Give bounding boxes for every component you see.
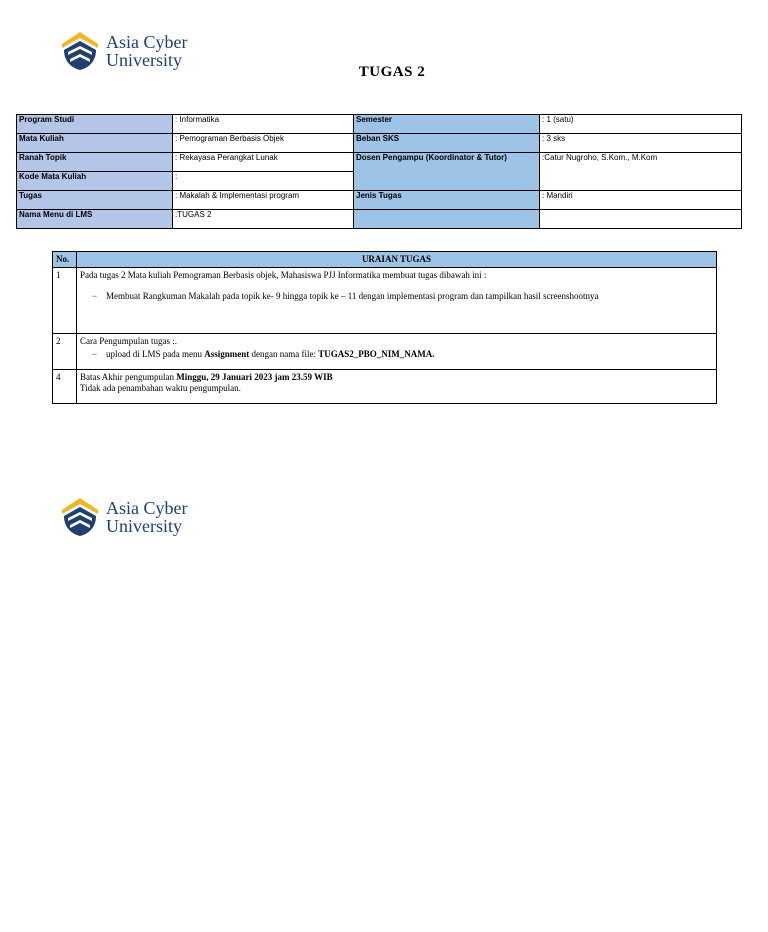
label-kode-mata-kuliah: Kode Mata Kuliah	[17, 172, 173, 191]
label-jenis-tugas: Jenis Tugas	[354, 191, 540, 210]
value-kode-mata-kuliah: :	[173, 172, 354, 191]
list-item	[80, 291, 713, 302]
task-no: 1	[53, 268, 77, 334]
logo-line-2: University	[106, 516, 182, 536]
value-program-studi: : Informatika	[173, 115, 354, 134]
logo-line-2: University	[106, 50, 182, 70]
task-text: Pada tugas 2 Mata kuliah Pemograman Berbasis objek, Mahasiswa PJJ Informatika membuat tugas dibawah ini :	[80, 270, 487, 280]
asia-cyber-shield-icon	[60, 496, 100, 538]
label-ranah-topik: Ranah Topik	[17, 153, 173, 172]
value-nama-menu-lms: :TUGAS 2	[173, 210, 354, 229]
value-dosen-pengampu: :Catur Nugroho, S.Kom., M.Kom	[540, 153, 742, 191]
task-text-2: Tidak ada penambahan waktu pengumpulan.	[80, 383, 241, 393]
table-header-row	[53, 252, 717, 268]
bullet-bold-filename: TUGAS2_PBO_NIM_NAMA.	[318, 349, 435, 359]
bullet-text-mid: dengan nama file:	[249, 349, 319, 359]
value-ranah-topik: : Rekayasa Perangkat Lunak	[173, 153, 354, 172]
table-row	[53, 268, 717, 334]
list-item	[80, 349, 713, 360]
value-mata-kuliah: : Pemograman Berbasis Objek	[173, 134, 354, 153]
value-empty	[540, 210, 742, 229]
university-logo-footer	[60, 496, 187, 538]
label-semester: Semester	[354, 115, 540, 134]
bullet-text	[106, 349, 435, 360]
label-nama-menu-lms: Nama Menu di LMS	[17, 210, 173, 229]
task-desc	[77, 268, 717, 334]
course-info-table	[16, 114, 742, 229]
deadline-bold: Minggu, 29 Januari 2023 jam 23.59 WIB	[176, 372, 333, 382]
table-row	[17, 153, 742, 172]
label-beban-sks: Beban SKS	[354, 134, 540, 153]
header-uraian-tugas: URAIAN TUGAS	[77, 252, 717, 268]
label-program-studi: Program Studi	[17, 115, 173, 134]
dash-bullet-icon: −	[92, 349, 98, 359]
label-tugas: Tugas	[17, 191, 173, 210]
bullet-bold-assignment: Assignment	[204, 349, 250, 359]
table-row	[17, 134, 742, 153]
task-desc	[77, 334, 717, 370]
value-jenis-tugas: : Mandiri	[540, 191, 742, 210]
table-row	[17, 115, 742, 134]
page-title: TUGAS 2	[358, 64, 426, 80]
dash-bullet-icon: −	[92, 291, 98, 301]
bullet-text: Membuat Rangkuman Makalah pada topik ke- 9 hingga topik ke – 11 dengan implementasi program dan tampilkan hasil screenshootnya	[106, 291, 599, 301]
task-no: 4	[53, 370, 77, 404]
value-tugas: : Makalah & Implementasi program	[173, 191, 354, 210]
task-text	[80, 372, 713, 383]
deadline-text-pre: Batas Akhir pengumpulan	[80, 372, 177, 382]
header-no: No.	[53, 252, 77, 268]
logo-line-1: Asia Cyber	[106, 32, 188, 52]
label-mata-kuliah: Mata Kuliah	[17, 134, 173, 153]
label-empty	[354, 210, 540, 229]
task-no: 2	[53, 334, 77, 370]
value-beban-sks: : 3 sks	[540, 134, 742, 153]
table-row	[53, 334, 717, 370]
task-desc	[77, 370, 717, 404]
logo-line-1: Asia Cyber	[106, 498, 188, 518]
table-row	[17, 210, 742, 229]
bullet-text-pre: upload di LMS pada menu	[106, 349, 205, 359]
value-semester: : 1 (satu)	[540, 115, 742, 134]
task-description-table	[52, 251, 717, 404]
table-row	[17, 191, 742, 210]
task-text: Cara Pengumpulan tugas :.	[80, 336, 177, 346]
label-dosen-pengampu: Dosen Pengampu (Koordinator & Tutor)	[354, 153, 540, 191]
table-row	[53, 370, 717, 404]
